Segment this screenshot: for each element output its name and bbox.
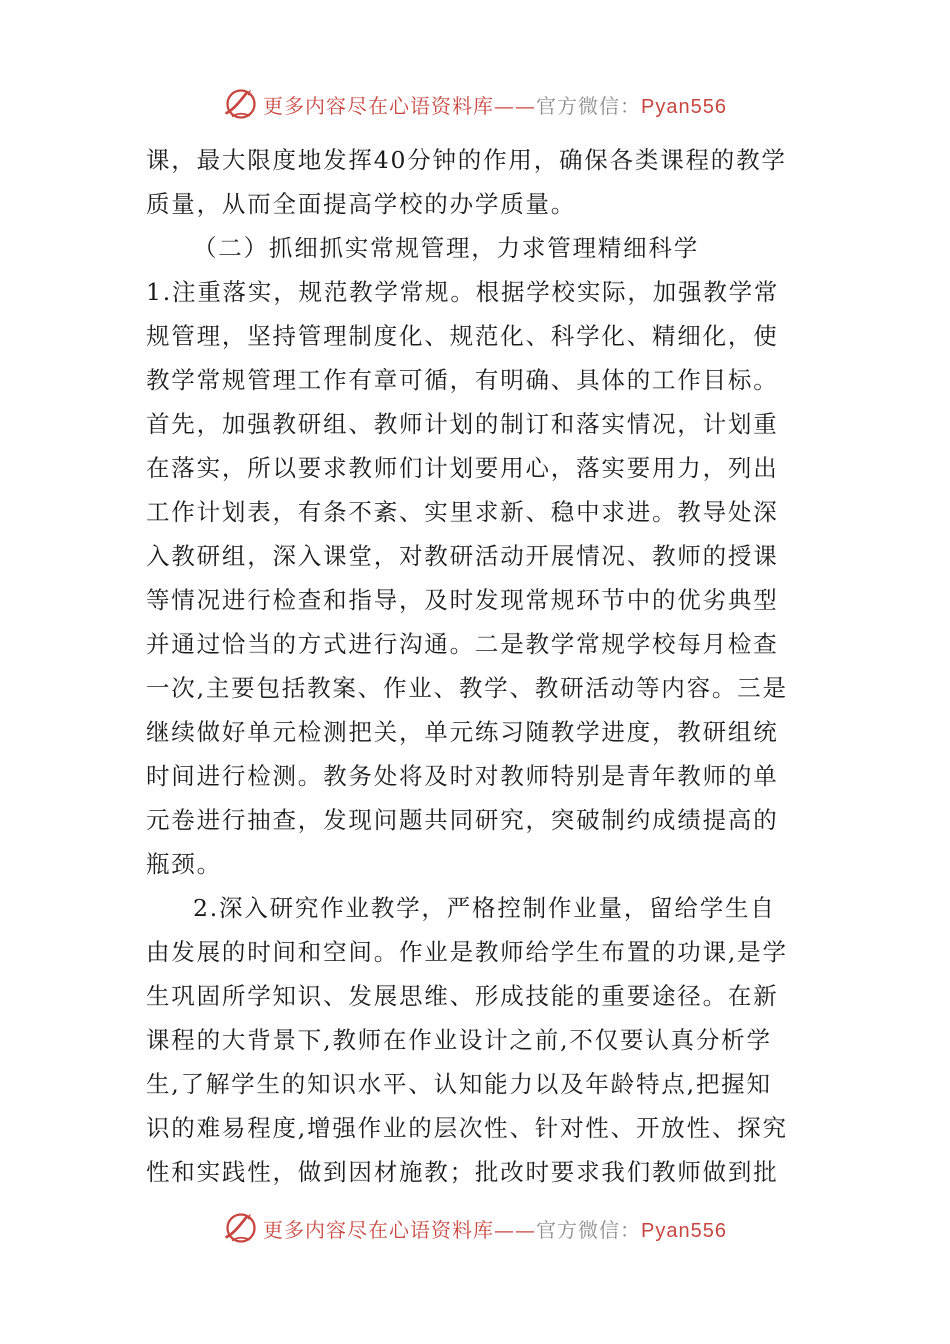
banner-dash: ——	[494, 93, 537, 118]
banner-site-text: 更多内容尽在心语资料库	[263, 93, 495, 118]
banner-wechat-id: Pyan556	[641, 1219, 727, 1242]
footer-banner	[0, 1208, 950, 1248]
banner-official-text: 官方微信：	[536, 1217, 642, 1242]
header-banner	[0, 84, 950, 124]
text-line: 等情况进行检查和指导，及时发现常规环节中的优劣典型	[146, 586, 779, 614]
text-line: 元卷进行抽查，发现问题共同研究，突破制约成绩提高的	[146, 806, 779, 834]
pen-signature-logo-icon	[223, 1210, 259, 1246]
text-line: 由发展的时间和空间。作业是教师给学生布置的功课,是学	[146, 938, 788, 966]
text-line: 在落实，所以要求教师们计划要用心，落实要用力，列出	[146, 454, 779, 482]
text-line: 质量，从而全面提高学校的办学质量。	[146, 190, 577, 218]
paragraph-start-line: 2.深入研究作业教学，严格控制作业量，留给学生自	[193, 894, 776, 922]
text-line: 并通过恰当的方式进行沟通。二是教学常规学校每月检查	[146, 630, 779, 658]
text-line: 教学常规管理工作有章可循，有明确、具体的工作目标。	[146, 366, 779, 394]
text-line: 入教研组，深入课堂，对教研活动开展情况、教师的授课	[146, 542, 779, 570]
text-line: 课程的大背景下,教师在作业设计之前,不仅要认真分析学	[146, 1026, 772, 1054]
banner-site-text: 更多内容尽在心语资料库	[263, 1217, 495, 1242]
pen-signature-logo-icon	[223, 86, 259, 122]
text-line: 性和实践性，做到因材施教；批改时要求我们教师做到批	[146, 1158, 779, 1186]
section-heading: （二）抓细抓实常规管理，力求管理精细科学	[193, 234, 699, 262]
text-line: 生,了解学生的知识水平、认知能力以及年龄特点,把握知	[146, 1070, 772, 1098]
text-line: 瓶颈。	[146, 850, 222, 878]
banner-text	[263, 1214, 727, 1243]
text-line: 1.注重落实，规范教学常规。根据学校实际，加强教学常	[146, 278, 780, 306]
banner-text	[263, 90, 727, 119]
text-line: 首先，加强教研组、教师计划的制订和落实情况，计划重	[146, 410, 779, 438]
text-line: 继续做好单元检测把关，单元练习随教学进度，教研组统	[146, 718, 779, 746]
banner-official-text: 官方微信：	[536, 93, 642, 118]
banner-wechat-id: Pyan556	[641, 95, 727, 118]
text-line: 生巩固所学知识、发展思维、形成技能的重要途径。在新	[146, 982, 779, 1010]
document-body	[146, 138, 811, 1194]
text-line: 工作计划表，有条不紊、实里求新、稳中求进。教导处深	[146, 498, 779, 526]
banner-dash: ——	[494, 1217, 537, 1242]
text-line: 一次,主要包括教案、作业、教学、教研活动等内容。三是	[146, 674, 788, 702]
text-line: 识的难易程度,增强作业的层次性、针对性、开放性、探究	[146, 1114, 788, 1142]
text-line: 课，最大限度地发挥40分钟的作用，确保各类课程的教学	[146, 146, 787, 174]
text-line: 规管理，坚持管理制度化、规范化、科学化、精细化，使	[146, 322, 779, 350]
text-line: 时间进行检测。教务处将及时对教师特别是青年教师的单	[146, 762, 779, 790]
